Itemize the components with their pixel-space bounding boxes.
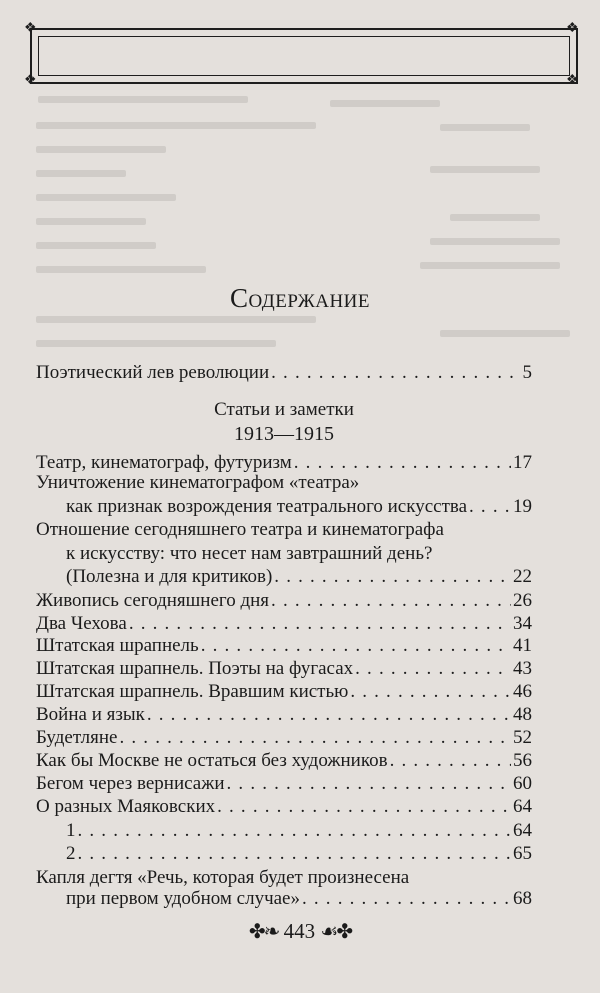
- leader-dots: [271, 590, 511, 612]
- leader-dots: [217, 796, 511, 818]
- toc-entry[interactable]: [36, 611, 532, 635]
- ornament-left-icon: ✤❧: [248, 921, 279, 943]
- leader-dots: [390, 750, 511, 772]
- corner-ornament-icon: ❖: [24, 21, 37, 36]
- toc-entry[interactable]: [36, 794, 532, 818]
- toc-entry[interactable]: [36, 702, 532, 726]
- leader-dots: [129, 613, 511, 635]
- toc-entry-title[interactable]: Уничтожение кинематографом «театра»: [36, 472, 360, 493]
- toc-entry[interactable]: [36, 633, 532, 657]
- leader-dots: [294, 452, 511, 474]
- leader-dots: [271, 362, 520, 384]
- toc-entry-title[interactable]: Отношение сегодняшнего театра и кинематографа: [36, 519, 444, 540]
- toc-entry[interactable]: [36, 679, 532, 703]
- toc-entry-title: Живопись сегодняшнего дня: [36, 590, 270, 611]
- toc-entry[interactable]: [36, 841, 532, 865]
- leader-dots: [355, 658, 511, 680]
- toc-entry-page: 68: [513, 888, 532, 909]
- toc-entry-title-cont: к искусству: что несет нам завтрашний день?: [66, 543, 433, 564]
- toc-entry-page: 48: [513, 704, 532, 725]
- corner-ornament-icon: ❖: [566, 73, 579, 88]
- toc-entry[interactable]: [36, 564, 532, 588]
- leader-dots: [78, 843, 512, 865]
- toc-entry-title: Штатская шрапнель. Вравшим кистью: [36, 681, 349, 702]
- toc-entry-title: Поэтический лев революции: [36, 362, 270, 383]
- leader-dots: [120, 727, 512, 749]
- toc-entry-title: 1: [66, 820, 76, 841]
- toc-entry-title-cont: при первом удобном случае»: [66, 888, 300, 909]
- leader-dots: [147, 704, 511, 726]
- toc-entry[interactable]: [36, 494, 532, 518]
- corner-ornament-icon: ❖: [24, 73, 37, 88]
- toc-entry-title: Как бы Москве не остаться без художников: [36, 750, 388, 771]
- toc-entry-title: Штатская шрапнель: [36, 635, 199, 656]
- toc-entry-title: Будетляне: [36, 727, 118, 748]
- leader-dots: [227, 773, 511, 795]
- toc-entry-page: 46: [513, 681, 532, 702]
- toc-entry-page: 64: [513, 820, 532, 841]
- toc-entry-page: 60: [513, 773, 532, 794]
- leader-dots: [350, 681, 511, 703]
- toc-entry[interactable]: [36, 886, 532, 910]
- toc-entry[interactable]: [36, 748, 532, 772]
- toc-entry-page: 5: [522, 362, 532, 383]
- toc-entry-page: 43: [513, 658, 532, 679]
- toc-entry[interactable]: [36, 360, 532, 384]
- toc-entry[interactable]: [36, 725, 532, 749]
- toc-entry-page: 41: [513, 635, 532, 656]
- toc-entry[interactable]: [36, 588, 532, 612]
- toc-entry-page: 26: [513, 590, 532, 611]
- toc-entry-title-cont: (Полезна и для критиков): [66, 566, 273, 587]
- toc-entry-page: 65: [513, 843, 532, 864]
- toc-entry-title: Театр, кинематограф, футуризм: [36, 452, 292, 473]
- leader-dots: [78, 820, 512, 842]
- page-number-folio: [0, 919, 600, 944]
- ornament-right-icon: ☙✤: [320, 921, 352, 943]
- toc-entry-title: 2: [66, 843, 76, 864]
- page-title: Содержание: [229, 283, 371, 313]
- toc-entry[interactable]: [36, 656, 532, 680]
- toc-entry-page: 22: [513, 566, 532, 587]
- toc-entry-page: 34: [513, 613, 532, 634]
- section-title: Статьи и заметки: [214, 399, 354, 420]
- page-number: 443: [283, 919, 316, 943]
- section-years: 1913—1915: [234, 423, 334, 445]
- toc-entry-page: 56: [513, 750, 532, 771]
- toc-entry-page: 19: [513, 496, 532, 517]
- toc-entry[interactable]: [36, 771, 532, 795]
- toc-entry-title: Два Чехова: [36, 613, 127, 634]
- toc-entry-title: Бегом через вернисажи: [36, 773, 225, 794]
- corner-ornament-icon: ❖: [566, 21, 579, 36]
- leader-dots: [201, 635, 511, 657]
- toc-entry-title[interactable]: Капля дегтя «Речь, которая будет произнесена: [36, 867, 410, 888]
- toc-entry[interactable]: [36, 818, 532, 842]
- leader-dots: [274, 566, 511, 588]
- toc-entry-title: О разных Маяковских: [36, 796, 216, 817]
- toc-entry-title-cont: как признак возрождения театрального искусства: [66, 496, 468, 517]
- header-frame: [30, 28, 578, 84]
- leader-dots: [302, 888, 511, 910]
- toc-entry-page: 17: [513, 452, 532, 473]
- toc-entry-page: 64: [513, 796, 532, 817]
- toc-entry-title: Война и язык: [36, 704, 145, 725]
- leader-dots: [469, 496, 511, 518]
- toc-entry-page: 52: [513, 727, 532, 748]
- toc-entry-title: Штатская шрапнель. Поэты на фугасах: [36, 658, 354, 679]
- toc-entry[interactable]: [36, 450, 532, 474]
